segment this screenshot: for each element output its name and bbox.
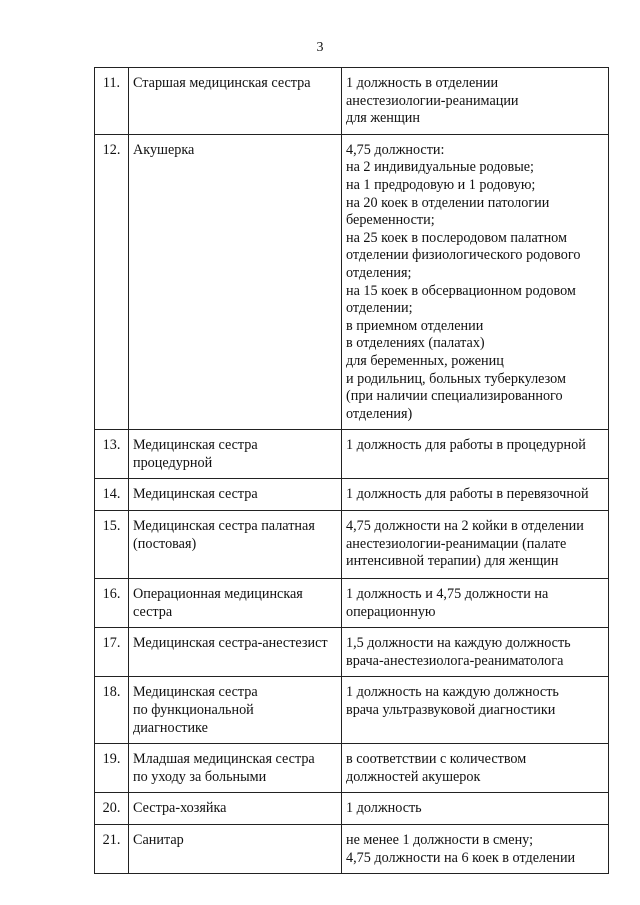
row-number: 17. (95, 628, 129, 677)
row-number: 19. (95, 744, 129, 793)
table-row (95, 511, 609, 579)
position-name: Сестра-хозяйка (129, 793, 342, 825)
table-row (95, 68, 609, 135)
position-name: Медицинская сестра-анестезист (129, 628, 342, 677)
row-number: 21. (95, 825, 129, 874)
staffing-norm: не менее 1 должности в смену; 4,75 должности на 6 коек в отделении (342, 825, 609, 874)
row-number: 14. (95, 479, 129, 511)
table-row (95, 677, 609, 744)
row-number: 15. (95, 511, 129, 579)
position-name: Медицинская сестра палатная (постовая) (129, 511, 342, 579)
table-row (95, 744, 609, 793)
staffing-norm: 1 должность (342, 793, 609, 825)
table-row (95, 579, 609, 628)
row-number: 13. (95, 430, 129, 479)
staffing-norm: 4,75 должности на 2 койки в отделении анестезиологии-реанимации (палате интенсивной терапии) для женщин (342, 511, 609, 579)
table-row (95, 793, 609, 825)
staffing-table (94, 67, 609, 874)
row-number: 20. (95, 793, 129, 825)
page-number: 3 (316, 40, 324, 55)
table-row (95, 430, 609, 479)
table-row (95, 825, 609, 874)
staffing-norm: 1,5 должности на каждую должность врача-анестезиолога-реаниматолога (342, 628, 609, 677)
position-name: Медицинская сестра процедурной (129, 430, 342, 479)
position-name: Старшая медицинская сестра (129, 68, 342, 135)
table-row (95, 134, 609, 430)
staffing-norm: в соответствии с количеством должностей акушерок (342, 744, 609, 793)
position-name: Операционная медицинская сестра (129, 579, 342, 628)
staffing-norm: 1 должность в отделении анестезиологии-реанимации для женщин (342, 68, 609, 135)
position-name: Санитар (129, 825, 342, 874)
table-row (95, 479, 609, 511)
row-number: 18. (95, 677, 129, 744)
staffing-norm: 1 должность для работы в процедурной (342, 430, 609, 479)
position-name: Медицинская сестра по функциональной диагностике (129, 677, 342, 744)
position-name: Младшая медицинская сестра по уходу за больными (129, 744, 342, 793)
row-number: 16. (95, 579, 129, 628)
row-number: 11. (95, 68, 129, 135)
staffing-norm: 1 должность для работы в перевязочной (342, 479, 609, 511)
row-number: 12. (95, 134, 129, 430)
staffing-norm: 4,75 должности: на 2 индивидуальные родовые; на 1 предродовую и 1 родовую; на 20 коек в отделении патологии беременности; на 25 коек в послеродовом палатном отделении физиологического родового отделения; на 15 коек в обсервационном родовом отделении; в приемном отделении в отделениях (палатах) для беременных, рожениц и родильниц, больных туберкулезом (при наличии специализированного отделения) (342, 134, 609, 430)
table-row (95, 628, 609, 677)
staffing-norm: 1 должность на каждую должность врача ультразвуковой диагностики (342, 677, 609, 744)
staffing-norm: 1 должность и 4,75 должности на операционную (342, 579, 609, 628)
position-name: Акушерка (129, 134, 342, 430)
position-name: Медицинская сестра (129, 479, 342, 511)
